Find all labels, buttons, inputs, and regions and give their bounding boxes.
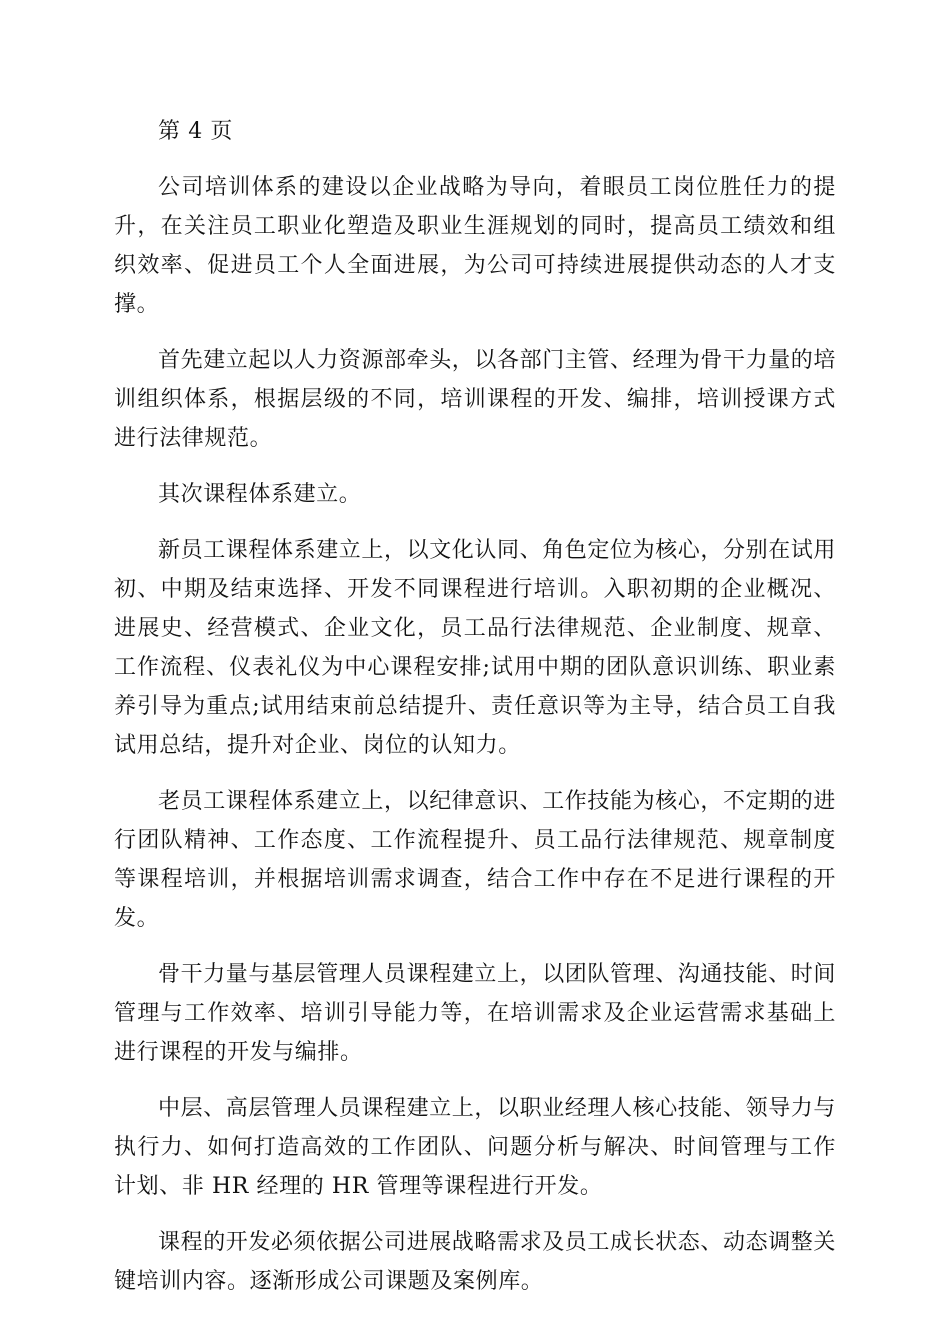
paragraph-senior-management: 中层、高层管理人员课程建立上，以职业经理人核心技能、领导力与执行力、如何打造高效的工作团队、问题分析与解决、时间管理与工作计划、非 HR 经理的 HR 管理等课程进行开发。 [114, 1096, 837, 1199]
page-content [114, 112, 836, 1318]
paragraph-course-development: 课程的开发必须依据公司进展战略需求及员工成长状态、动态调整关键培训内容。逐渐形成公司课题及案例库。 [114, 1230, 837, 1294]
paragraph-veteran-employee: 老员工课程体系建立上，以纪律意识、工作技能为核心，不定期的进行团队精神、工作态度、工作流程提升、员工品行法律规范、规章制度等课程培训，并根据培训需求调查，结合工作中存在不足进行课程的开发。 [114, 789, 837, 931]
paragraph-new-employee: 新员工课程体系建立上，以文化认同、角色定位为核心，分别在试用初、中期及结束选择、开发不同课程进行培训。入职初期的企业概况、进展史、经营模式、企业文化，员工品行法律规范、企业制度、规章、工作流程、仪表礼仪为中心课程安排;试用中期的团队意识训练、职业素养引导为重点;试用结束前总结提升、责任意识等为主导，结合员工自我试用总结，提升对企业、岗位的认知力。 [114, 538, 837, 758]
paragraph-curriculum-heading: 其次课程体系建立。 [158, 482, 362, 507]
paragraph-organization: 首先建立起以人力资源部牵头，以各部门主管、经理为骨干力量的培训组织体系，根据层级的不同，培训课程的开发、编排，培训授课方式进行法律规范。 [114, 348, 837, 451]
page-number-label: 第 4 页 [158, 119, 233, 144]
paragraph-training-system: 公司培训体系的建设以企业战略为导向，着眼员工岗位胜任力的提升，在关注员工职业化塑造及职业生涯规划的同时，提高员工绩效和组织效率、促进员工个人全面进展，为公司可持续进展提供动态的人才支撑。 [114, 175, 836, 317]
paragraph-basic-management: 骨干力量与基层管理人员课程建立上，以团队管理、沟通技能、时间管理与工作效率、培训引导能力等，在培训需求及企业运营需求基础上进行课程的开发与编排。 [114, 962, 837, 1065]
